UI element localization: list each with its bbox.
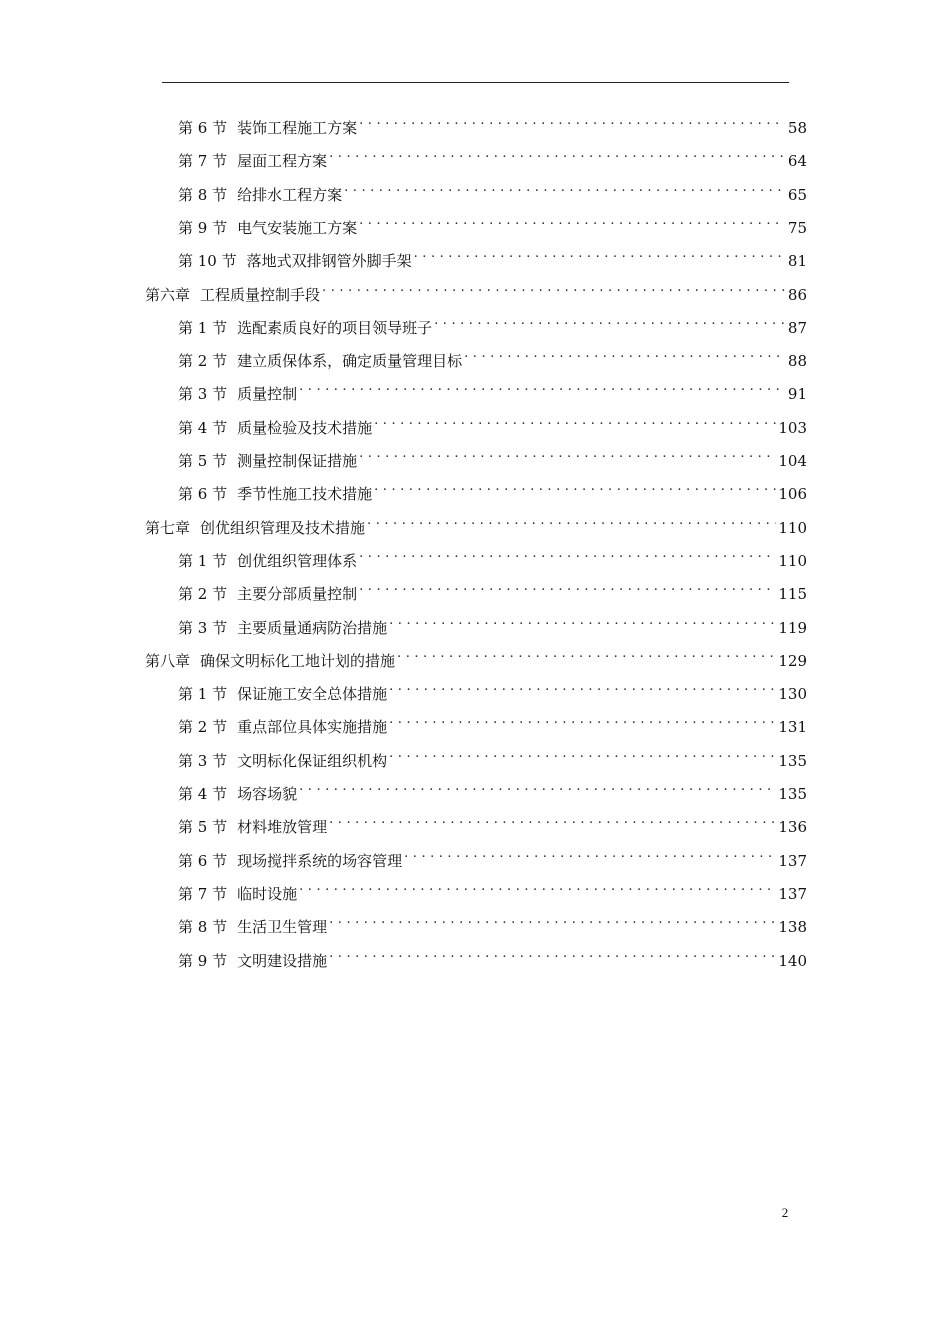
toc-entry-page: 110 <box>778 518 807 537</box>
toc-entry-title: 确保文明标化工地计划的措施 <box>200 651 396 670</box>
toc-entry-number: 第 8 节 <box>178 185 228 204</box>
toc-dot-leader <box>299 775 776 799</box>
toc-entry-page: 130 <box>778 685 807 704</box>
header-rule <box>162 82 789 83</box>
toc-dot-leader <box>367 509 776 533</box>
toc-entry-title: 文明标化保证组织机构 <box>237 751 388 770</box>
toc-entry-title: 建立质保体系，确定质量管理目标 <box>237 352 463 371</box>
toc-dot-leader <box>389 675 776 699</box>
toc-entry-number: 第 6 节 <box>178 851 228 870</box>
toc-entry-title: 季节性施工技术措施 <box>237 485 373 504</box>
toc-entry-title: 质量控制 <box>237 385 298 404</box>
toc-entry-title: 给排水工程方案 <box>237 185 343 204</box>
toc-entry-title: 保证施工安全总体措施 <box>237 685 388 704</box>
toc-section-entry[interactable] <box>178 775 807 803</box>
toc-entry-number: 第 6 节 <box>178 119 228 137</box>
toc-entry-page: 58 <box>787 119 807 137</box>
toc-dot-leader <box>299 375 785 399</box>
toc-entry-number: 第 9 节 <box>178 218 228 237</box>
toc-entry-title: 现场搅拌系统的场容管理 <box>237 851 403 870</box>
toc-entry-number: 第 1 节 <box>178 318 228 337</box>
toc-entry-number: 第八章 <box>145 651 191 670</box>
toc-dot-leader <box>389 708 776 732</box>
toc-entry-title: 选配素质良好的项目领导班子 <box>237 318 433 337</box>
toc-entry-number: 第 5 节 <box>178 452 228 470</box>
toc-entry-page: 88 <box>787 352 807 371</box>
toc-dot-leader <box>374 475 776 499</box>
toc-entry-page: 135 <box>778 751 807 770</box>
toc-entry-number: 第 7 节 <box>178 152 228 171</box>
toc-dot-leader <box>329 808 776 832</box>
toc-section-entry[interactable] <box>178 808 807 837</box>
toc-chapter-entry[interactable] <box>145 509 807 537</box>
toc-section-entry[interactable] <box>178 475 807 504</box>
toc-dot-leader <box>329 142 785 166</box>
toc-entry-number: 第六章 <box>145 285 191 304</box>
toc-entry-page: 136 <box>778 818 807 837</box>
toc-chapter-entry[interactable] <box>145 642 807 670</box>
toc-entry-page: 81 <box>787 252 807 271</box>
toc-entry-number: 第 4 节 <box>178 418 228 437</box>
toc-entry-page: 86 <box>787 285 807 304</box>
toc-dot-leader <box>344 176 785 200</box>
toc-entry-page: 106 <box>778 485 807 504</box>
toc-section-entry[interactable] <box>178 442 807 470</box>
toc-dot-leader <box>359 442 776 466</box>
toc-section-entry[interactable] <box>178 142 807 171</box>
toc-dot-leader <box>359 575 776 599</box>
toc-dot-leader <box>359 109 785 133</box>
toc-entry-page: 119 <box>778 618 807 637</box>
toc-entry-number: 第 6 节 <box>178 485 228 504</box>
toc-entry-title: 落地式双排钢管外脚手架 <box>246 252 412 271</box>
toc-entry-title: 创优组织管理体系 <box>237 551 358 570</box>
toc-entry-number: 第 2 节 <box>178 718 228 737</box>
toc-entry-title: 文明建设措施 <box>237 951 328 970</box>
toc-dot-leader <box>322 276 785 300</box>
toc-entry-title: 电气安装施工方案 <box>237 218 358 237</box>
toc-entry-page: 75 <box>787 218 807 237</box>
toc-section-entry[interactable] <box>178 309 807 337</box>
toc-section-entry[interactable] <box>178 575 807 604</box>
toc-entry-page: 131 <box>778 718 807 737</box>
toc-entry-page: 115 <box>778 585 807 604</box>
toc-section-entry[interactable] <box>178 908 807 937</box>
toc-section-entry[interactable] <box>178 409 807 437</box>
toc-dot-leader <box>329 942 776 966</box>
toc-entry-title: 主要质量通病防治措施 <box>237 618 388 637</box>
toc-entry-page: 140 <box>778 951 807 970</box>
toc-entry-number: 第 10 节 <box>178 252 237 271</box>
toc-section-entry[interactable] <box>178 942 807 970</box>
toc-entry-title: 临时设施 <box>237 884 298 903</box>
toc-dot-leader <box>374 409 776 433</box>
toc-entry-number: 第 9 节 <box>178 951 228 970</box>
toc-section-entry[interactable] <box>178 242 807 271</box>
toc-entry-title: 主要分部质量控制 <box>237 585 358 604</box>
toc-dot-leader <box>359 542 776 566</box>
page-number: 2 <box>781 1205 789 1220</box>
toc-section-entry[interactable] <box>178 742 807 770</box>
toc-entry-title: 创优组织管理及技术措施 <box>200 518 366 537</box>
toc-section-entry[interactable] <box>178 375 807 404</box>
toc-section-entry[interactable] <box>178 209 807 237</box>
toc-entry-page: 64 <box>787 152 807 171</box>
toc-entry-page: 137 <box>778 884 807 903</box>
toc-section-entry[interactable] <box>178 342 807 371</box>
toc-dot-leader <box>299 875 776 899</box>
toc-entry-page: 135 <box>778 785 807 803</box>
toc-entry-title: 装饰工程施工方案 <box>237 119 358 137</box>
toc-section-entry[interactable] <box>178 109 807 137</box>
toc-dot-leader <box>397 642 776 666</box>
toc-entry-number: 第 1 节 <box>178 551 228 570</box>
toc-entry-number: 第 3 节 <box>178 385 228 404</box>
toc-section-entry[interactable] <box>178 542 807 570</box>
toc-entry-page: 103 <box>778 418 807 437</box>
toc-entry-number: 第 5 节 <box>178 818 228 837</box>
toc-entry-title: 场容场貌 <box>237 785 298 803</box>
toc-entry-number: 第 7 节 <box>178 884 228 903</box>
toc-dot-leader <box>434 309 785 333</box>
toc-entry-number: 第 3 节 <box>178 751 228 770</box>
toc-entry-number: 第 1 节 <box>178 685 228 704</box>
toc-entry-page: 104 <box>778 452 807 470</box>
toc-entry-number: 第 3 节 <box>178 618 228 637</box>
toc-section-entry[interactable] <box>178 609 807 637</box>
toc-entry-number: 第 8 节 <box>178 918 228 937</box>
toc-entry-page: 137 <box>778 851 807 870</box>
toc-entry-page: 129 <box>778 651 807 670</box>
toc-chapter-entry[interactable] <box>145 276 807 304</box>
toc-entry-page: 65 <box>787 185 807 204</box>
toc-entry-page: 110 <box>778 551 807 570</box>
toc-dot-leader <box>389 609 776 633</box>
toc-section-entry[interactable] <box>178 708 807 737</box>
toc-entry-page: 138 <box>778 918 807 937</box>
toc-entry-number: 第 2 节 <box>178 352 228 371</box>
toc-entry-number: 第 4 节 <box>178 785 228 803</box>
toc-entry-page: 91 <box>787 385 807 404</box>
toc-dot-leader <box>404 842 776 866</box>
toc-dot-leader <box>414 242 785 266</box>
toc-entry-title: 生活卫生管理 <box>237 918 328 937</box>
toc-section-entry[interactable] <box>178 675 807 704</box>
toc-entry-number: 第七章 <box>145 518 191 537</box>
toc-entry-number: 第 2 节 <box>178 585 228 604</box>
toc-entry-title: 质量检验及技术措施 <box>237 418 373 437</box>
toc-entry-title: 工程质量控制手段 <box>200 285 321 304</box>
toc-section-entry[interactable] <box>178 176 807 204</box>
toc-entry-title: 重点部位具体实施措施 <box>237 718 388 737</box>
toc-entry-title: 材料堆放管理 <box>237 818 328 837</box>
toc-entry-title: 屋面工程方案 <box>237 152 328 171</box>
toc-dot-leader <box>329 908 776 932</box>
toc-section-entry[interactable] <box>178 875 807 903</box>
toc-entry-page: 87 <box>787 318 807 337</box>
toc-dot-leader <box>359 209 785 233</box>
toc-dot-leader <box>389 742 776 766</box>
toc-section-entry[interactable] <box>178 842 807 870</box>
toc-entry-title: 测量控制保证措施 <box>237 452 358 470</box>
toc-dot-leader <box>464 342 785 366</box>
